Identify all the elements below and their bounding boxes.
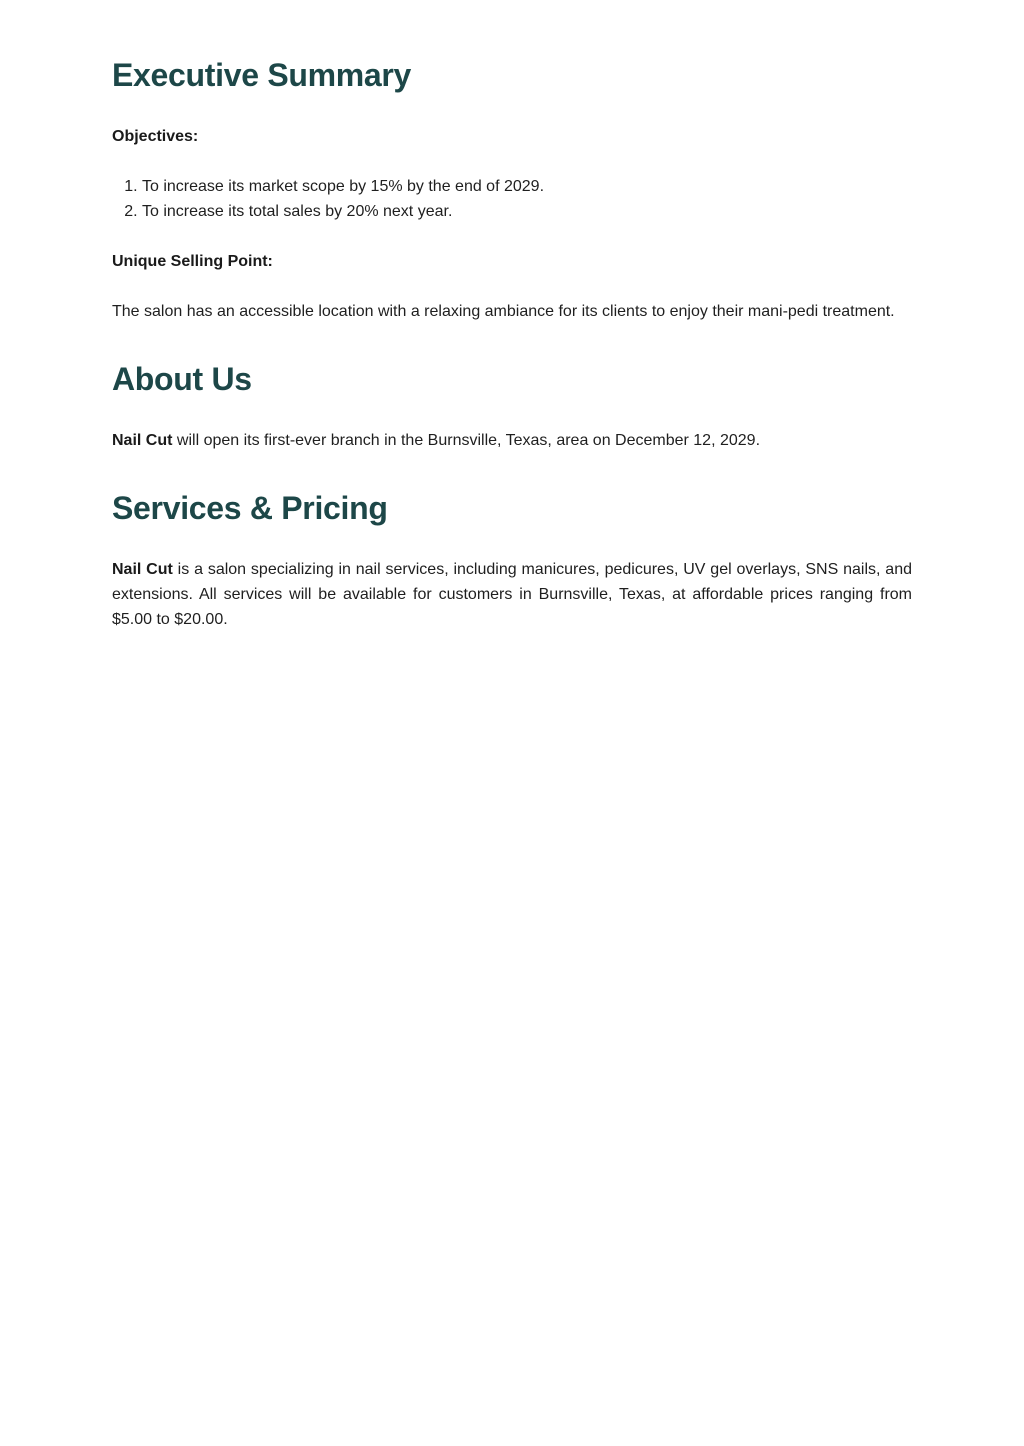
about-us-body: will open its first-ever branch in the Burnsville, Texas, area on December 12, 2029. [172, 432, 761, 449]
executive-summary-section [112, 56, 912, 324]
about-us-section [112, 360, 912, 453]
objectives-label: Objectives: [112, 128, 199, 145]
document-content [112, 56, 912, 632]
usp-text: The salon has an accessible location with a relaxing ambiance for its clients to enjoy their mani-pedi treatment. [112, 303, 895, 320]
usp-label: Unique Selling Point: [112, 253, 273, 270]
executive-summary-heading: Executive Summary [112, 57, 412, 93]
about-us-heading: About Us [112, 361, 252, 397]
services-text [112, 557, 912, 632]
brand-name: Nail Cut [112, 432, 173, 449]
services-pricing-section [112, 489, 912, 632]
objective-item: 2. To increase its total sales by 20% next year. [142, 199, 912, 224]
about-us-text [112, 428, 912, 453]
services-pricing-heading: Services & Pricing [112, 490, 388, 526]
objective-item: 1. To increase its market scope by 15% by the end of 2029. [142, 174, 912, 199]
objectives-list [112, 174, 912, 224]
brand-name: Nail Cut [112, 561, 173, 578]
services-body: is a salon specializing in nail services, including manicures, pedicures, UV gel overlays, SNS nails, and extensions. All services will be available for customers in Burnsville, Texas, at affordable prices ranging from $5.00 to $20.00. [112, 561, 912, 628]
